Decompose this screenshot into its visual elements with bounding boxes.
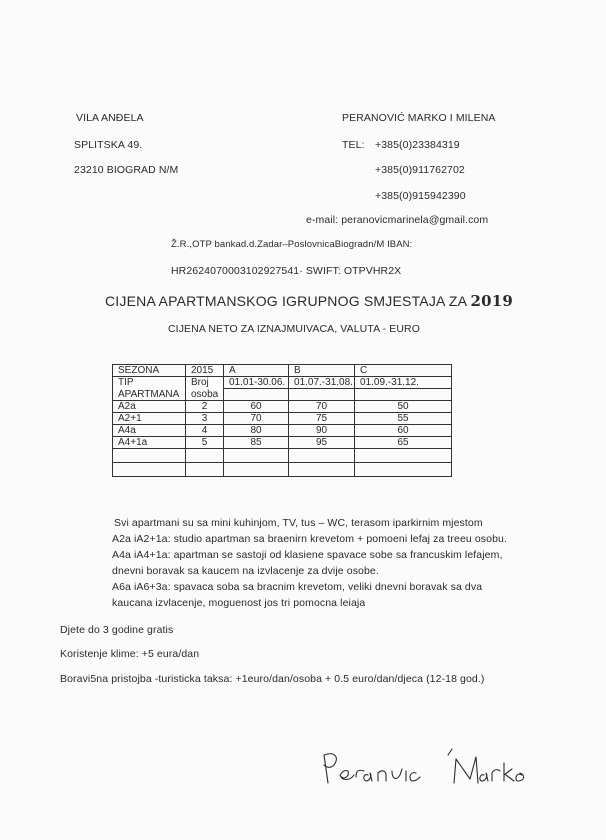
header-cell: osoba [186,389,224,401]
table-cell: 2 [186,401,224,413]
table-cell [224,449,289,463]
business-name: VILA ANĐELA [76,112,144,124]
tax-note: Boravi5na pristojba -turisticka taksa: +1euro/dan/osoba + 0.5 euro/dan/djeca (12-18 god.) [60,673,485,685]
handwritten-signature [320,745,530,795]
note-line: kaucana izvlacenje, moguenost jos tri pomocna leiaja [112,597,366,609]
aircon-note: Koristenje klime: +5 eura/dan [60,648,200,660]
table-row [113,463,452,477]
table-cell: 60 [224,401,289,413]
note-line: A4a iA4+1a: apartman se sastoji od klasiene spavace sobe sa francuskim lefajem, [112,549,503,561]
page-title [105,292,513,310]
table-cell: 55 [355,413,452,425]
table-cell: A2+1 [113,413,186,425]
phone-2: +385(0)911762702 [375,164,465,176]
table-header-row [113,389,452,401]
header-cell: 01.07.-31.08. [289,377,355,389]
header-cell [289,389,355,401]
table-cell: 70 [224,413,289,425]
table-cell [355,463,452,477]
note-line: A6a iA6+3a: spavaca soba sa bracnim krevetom, veliki dnevni boravak sa dva [112,581,483,593]
header-cell: 01.01-30.06. [224,377,289,389]
table-cell: 50 [355,401,452,413]
email: e-mail: peranovicmarinela@gmail.com [306,214,489,226]
note-line: Svi apartmani su sa mini kuhinjom, TV, tus – WC, terasom iparkirnim mjestom [114,517,483,529]
header-cell: A [224,365,289,377]
header-cell: APARTMANA [113,389,186,401]
header-cell: TIP [113,377,186,389]
table-row [113,449,452,463]
price-table [112,364,452,477]
table-cell: 85 [224,437,289,449]
table-cell: 60 [355,425,452,437]
table-cell: A4a [113,425,186,437]
table-row [113,437,452,449]
street-address: SPLITSKA 49. [74,139,143,151]
header-cell: 2015 [186,365,224,377]
table-cell: 75 [289,413,355,425]
tel-label: TEL: [342,139,365,151]
title-year: 2019 [470,292,514,310]
table-cell: 65 [355,437,452,449]
table-row [113,401,452,413]
table-cell [186,463,224,477]
bank-line: Ž.R.,OTP bankad.d.Zadar–PoslovnicaBiogradn/M IBAN: [171,239,413,250]
table-header-row [113,377,452,389]
note-line: dnevni boravak sa kaucem na izvlacenje za dvije osobe. [112,565,379,577]
header-cell: C [355,365,452,377]
table-cell: 5 [186,437,224,449]
table-cell: A4+1a [113,437,186,449]
header-cell [224,389,289,401]
header-cell: SEZONA [113,365,186,377]
note-line: A2a iA2+1a: studio apartman sa braenirn krevetom + pomoeni lefaj za treeu osobu. [112,533,507,545]
header-cell: Broj [186,377,224,389]
table-cell: 70 [289,401,355,413]
phone-1: +385(0)23384319 [375,139,460,151]
table-cell [289,463,355,477]
table-cell [224,463,289,477]
table-cell: 80 [224,425,289,437]
table-cell: 4 [186,425,224,437]
title-text: CIJENA APARTMANSKOG IGRUPNOG SMJESTAJA ZA [105,293,467,309]
table-cell: 95 [289,437,355,449]
table-cell [186,449,224,463]
table-row [113,413,452,425]
phone-3: +385(0)915942390 [375,190,466,202]
table-cell: 90 [289,425,355,437]
subtitle: CIJENA NETO ZA IZNAJMUIVACA, VALUTA - EURO [168,323,420,335]
owner-name: PERANOVIĆ MARKO I MILENA [342,112,496,124]
child-note: Djete do 3 godine gratis [60,624,174,636]
header-cell: 01.09.-31.12. [355,377,452,389]
table-row [113,425,452,437]
table-cell [113,449,186,463]
table-header-row [113,365,452,377]
header-cell [355,389,452,401]
table-cell [355,449,452,463]
iban-line: HR2624070003102927541· SWIFT: OTPVHR2X [171,265,402,277]
table-cell: 3 [186,413,224,425]
city-address: 23210 BIOGRAD N/M [74,164,179,176]
table-cell: A2a [113,401,186,413]
table-cell [289,449,355,463]
header-cell: B [289,365,355,377]
table-cell [113,463,186,477]
